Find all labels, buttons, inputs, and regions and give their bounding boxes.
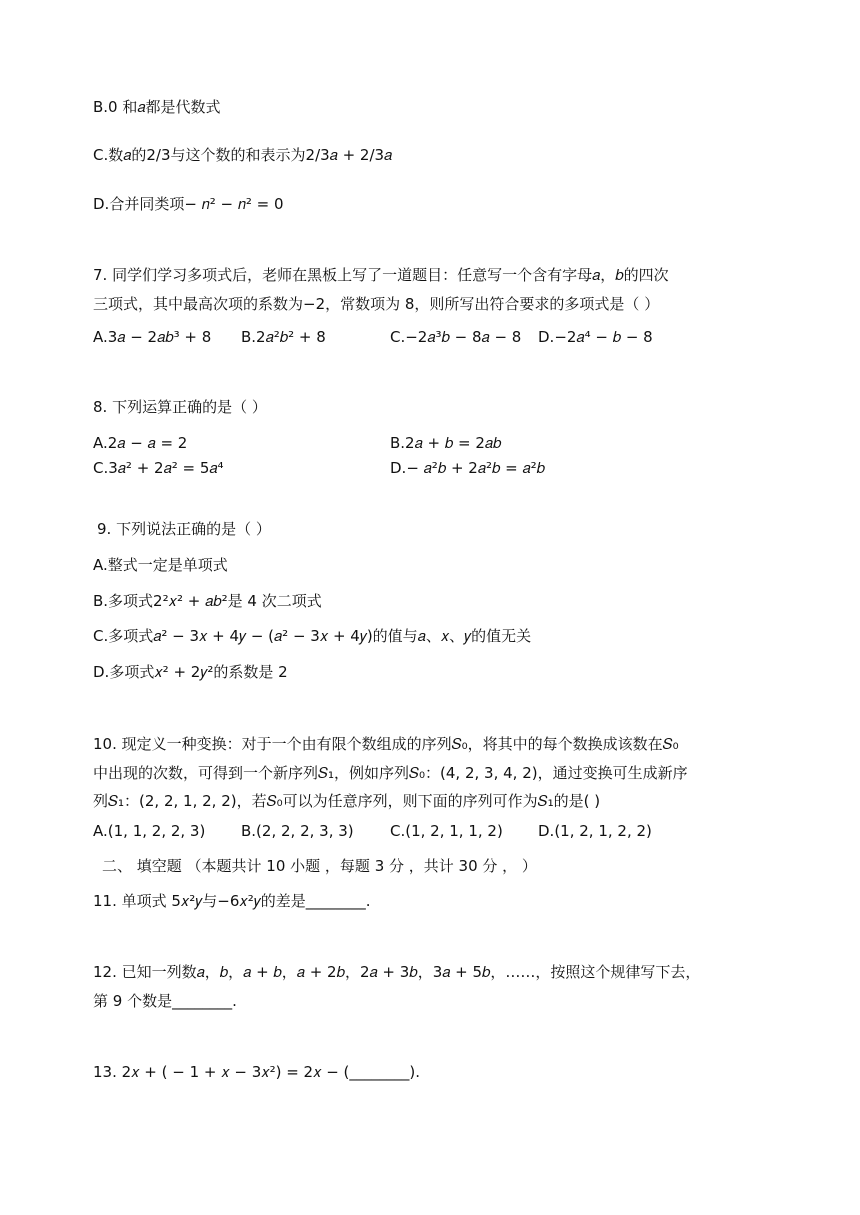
- q8-option-a: A.2𝑎 − 𝑎 = 2: [93, 434, 188, 452]
- q9-option-d: D.多项式𝑥² + 2𝑦²的系数是 2: [93, 663, 288, 681]
- q7-option-b: B.2𝑎²𝑏² + 8: [241, 328, 326, 346]
- q6-option-b: B.0 和𝑎都是代数式: [93, 98, 221, 116]
- q8-option-d: D.− 𝑎²𝑏 + 2𝑎²𝑏 = 𝑎²𝑏: [390, 459, 546, 477]
- q8-option-b: B.2𝑎 + 𝑏 = 2𝑎𝑏: [390, 434, 502, 452]
- q10-option-d: D.(1, 2, 1, 2, 2): [538, 822, 652, 840]
- q10-stem-line3: 列𝑆₁：(2, 2, 1, 2, 2)，若𝑆₀可以为任意序列，则下面的序列可作为𝑆₁的是( ): [93, 792, 601, 810]
- q10-option-a: A.(1, 1, 2, 2, 3): [93, 822, 206, 840]
- q7-option-c: C.−2𝑎³𝑏 − 8𝑎 − 8: [390, 328, 522, 346]
- q8-option-c: C.3𝑎² + 2𝑎² = 5𝑎⁴: [93, 459, 224, 477]
- q9-stem: 9. 下列说法正确的是（ ）: [97, 520, 271, 538]
- q7-stem-line2: 三项式，其中最高次项的系数为−2，常数项为 8，则所写出符合要求的多项式是（ ）: [93, 295, 660, 313]
- q6-option-d: D.合并同类项− 𝑛² − 𝑛² = 0: [93, 195, 284, 213]
- q10-option-b: B.(2, 2, 2, 3, 3): [241, 822, 354, 840]
- q7-option-a: A.3𝑎 − 2𝑎𝑏³ + 8: [93, 328, 212, 346]
- q6-option-c: C.数𝑎的2/3与这个数的和表示为2/3𝑎 + 2/3𝑎: [93, 146, 393, 164]
- q10-stem-line1: 10. 现定义一种变换：对于一个由有限个数组成的序列𝑆₀，将其中的每个数换成该数在𝑆₀: [93, 735, 679, 753]
- q12-stem-line2: 第 9 个数是________.: [93, 992, 237, 1010]
- q11-stem: 11. 单项式 5𝑥²𝑦与−6𝑥²𝑦的差是________.: [93, 892, 371, 910]
- section-2-heading: 二、 填空题 （本题共计 10 小题 ，每题 3 分 ，共计 30 分 ， ）: [102, 857, 537, 875]
- q7-stem-line1: 7. 同学们学习多项式后，老师在黑板上写了一道题目：任意写一个含有字母𝑎，𝑏的四次: [93, 266, 669, 284]
- q9-option-c: C.多项式𝑎² − 3𝑥 + 4𝑦 − (𝑎² − 3𝑥 + 4𝑦)的值与𝑎、𝑥、𝑦的值无关: [93, 627, 532, 645]
- q10-stem-line2: 中出现的次数，可得到一个新序列𝑆₁，例如序列𝑆₀：(4, 2, 3, 4, 2)，通过变换可生成新序: [93, 764, 688, 782]
- q7-option-d: D.−2𝑎⁴ − 𝑏 − 8: [538, 328, 653, 346]
- q12-stem-line1: 12. 已知一列数𝑎，𝑏，𝑎 + 𝑏，𝑎 + 2𝑏，2𝑎 + 3𝑏，3𝑎 + 5𝑏，……，按照这个规律写下去，: [93, 963, 701, 981]
- q9-option-b: B.多项式2²𝑥² + 𝑎𝑏²是 4 次二项式: [93, 592, 322, 610]
- q9-option-a: A.整式一定是单项式: [93, 556, 228, 574]
- q10-option-c: C.(1, 2, 1, 1, 2): [390, 822, 503, 840]
- q8-stem: 8. 下列运算正确的是（ ）: [93, 398, 267, 416]
- q13-stem: 13. 2𝑥 + ( − 1 + 𝑥 − 3𝑥²) = 2𝑥 − (________).: [93, 1063, 421, 1081]
